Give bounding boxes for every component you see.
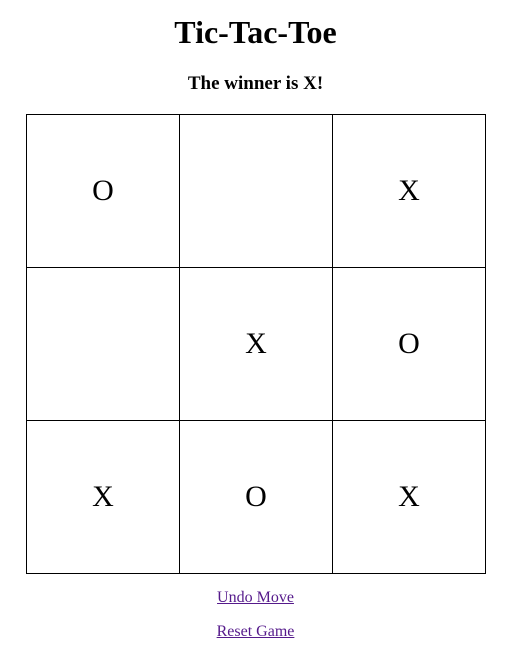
undo-move-link[interactable]: Undo Move (217, 589, 294, 606)
board-cell-3[interactable]: X (333, 115, 486, 268)
game-board (26, 114, 486, 574)
board-cell-9[interactable]: X (333, 421, 486, 574)
reset-game-link[interactable]: Reset Game (216, 623, 295, 640)
board-cell-8[interactable]: O (180, 421, 333, 574)
game-status: The winner is X! (187, 73, 324, 94)
board-cell-6[interactable]: O (333, 268, 486, 421)
board-cell-7[interactable]: X (27, 421, 180, 574)
board-cell-1[interactable]: O (27, 115, 180, 268)
board-cell-5[interactable]: X (180, 268, 333, 421)
game-actions (0, 588, 511, 642)
page-title: Tic-Tac-Toe (174, 14, 337, 50)
board-cell-2[interactable] (180, 115, 333, 268)
board-cell-4[interactable] (27, 268, 180, 421)
